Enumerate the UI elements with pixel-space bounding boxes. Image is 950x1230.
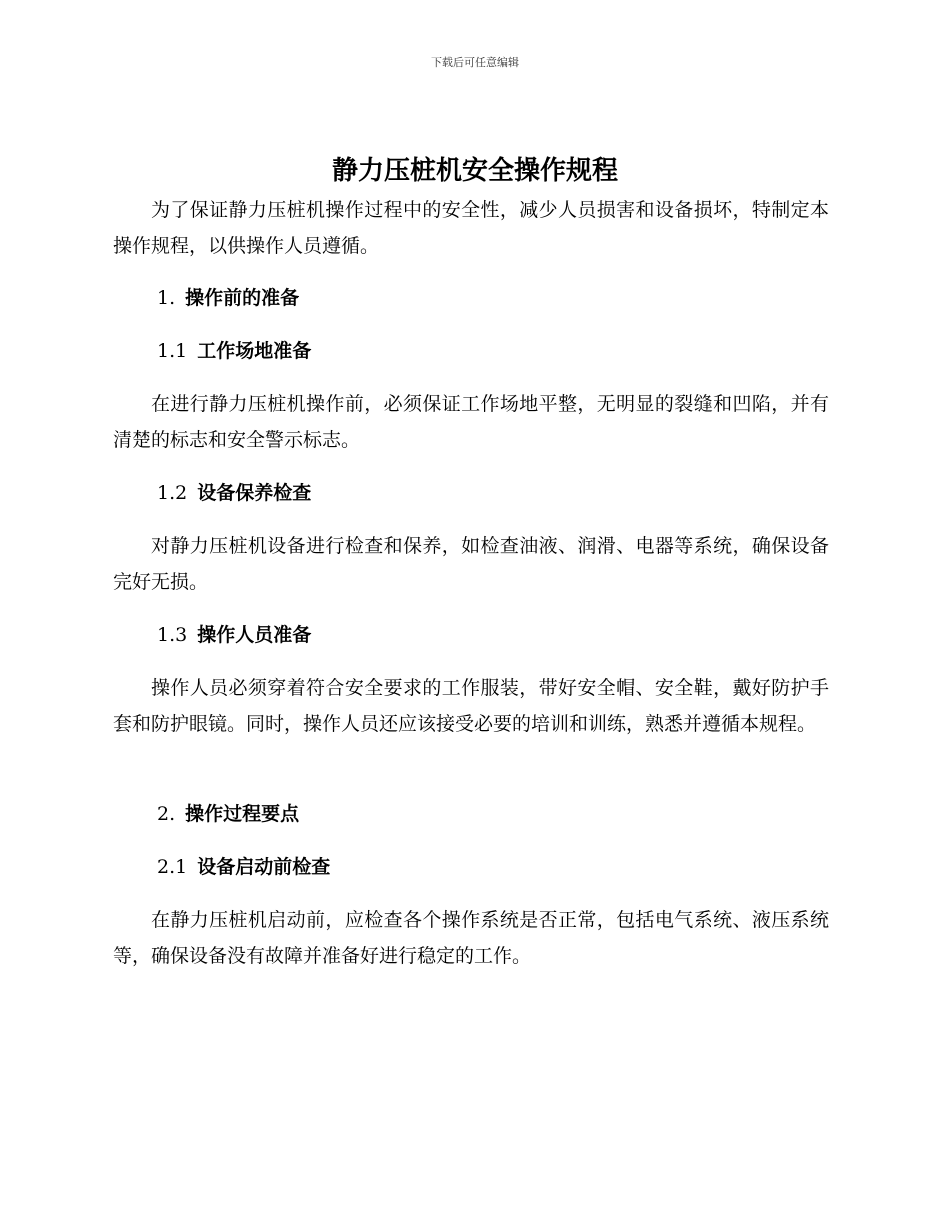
section-heading-2: [157, 799, 299, 829]
paragraph-2-1: 在静力压桩机启动前，应检查各个操作系统是否正常，包括电气系统、液压系统等，确保设备没有故障并准备好进行稳定的工作。: [113, 909, 829, 967]
subsection-title: 操作人员准备: [197, 624, 312, 646]
subsection-title: 工作场地准备: [197, 340, 312, 362]
paragraph-1-2: 对静力压桩机设备进行检查和保养，如检查油液、润滑、电器等系统，确保设备完好无损。: [113, 535, 829, 593]
section-number: 2.: [157, 803, 176, 825]
paragraph-1-1: 在进行静力压桩机操作前，必须保证工作场地平整，无明显的裂缝和凹陷，并有清楚的标志和安全警示标志。: [113, 393, 829, 451]
paragraph-1-3: 操作人员必须穿着符合安全要求的工作服装，带好安全帽、安全鞋，戴好防护手套和防护眼镜。同时，操作人员还应该接受必要的培训和训练，熟悉并遵循本规程。: [113, 677, 829, 735]
subsection-heading-1-3: [157, 620, 311, 650]
intro-paragraph: 为了保证静力压桩机操作过程中的安全性，减少人员损害和设备损坏，特制定本操作规程，以供操作人员遵循。: [113, 199, 829, 257]
subsection-number: 1.3: [157, 624, 188, 646]
subsection-title: 设备启动前检查: [197, 856, 331, 878]
subsection-heading-1-2: [157, 478, 311, 508]
section-number: 1.: [157, 287, 176, 309]
subsection-heading-1-1: [157, 336, 311, 366]
subsection-heading-2-1: [157, 852, 330, 882]
subsection-number: 1.2: [157, 482, 188, 504]
document-title: 静力压桩机安全操作规程: [331, 156, 618, 186]
subsection-number: 1.1: [157, 340, 188, 362]
header-note: 下载后可任意编辑: [431, 56, 519, 69]
section-heading-1: [157, 283, 299, 313]
subsection-title: 设备保养检查: [197, 482, 312, 504]
subsection-number: 2.1: [157, 856, 188, 878]
section-title: 操作前的准备: [185, 287, 300, 309]
section-title: 操作过程要点: [185, 803, 300, 825]
